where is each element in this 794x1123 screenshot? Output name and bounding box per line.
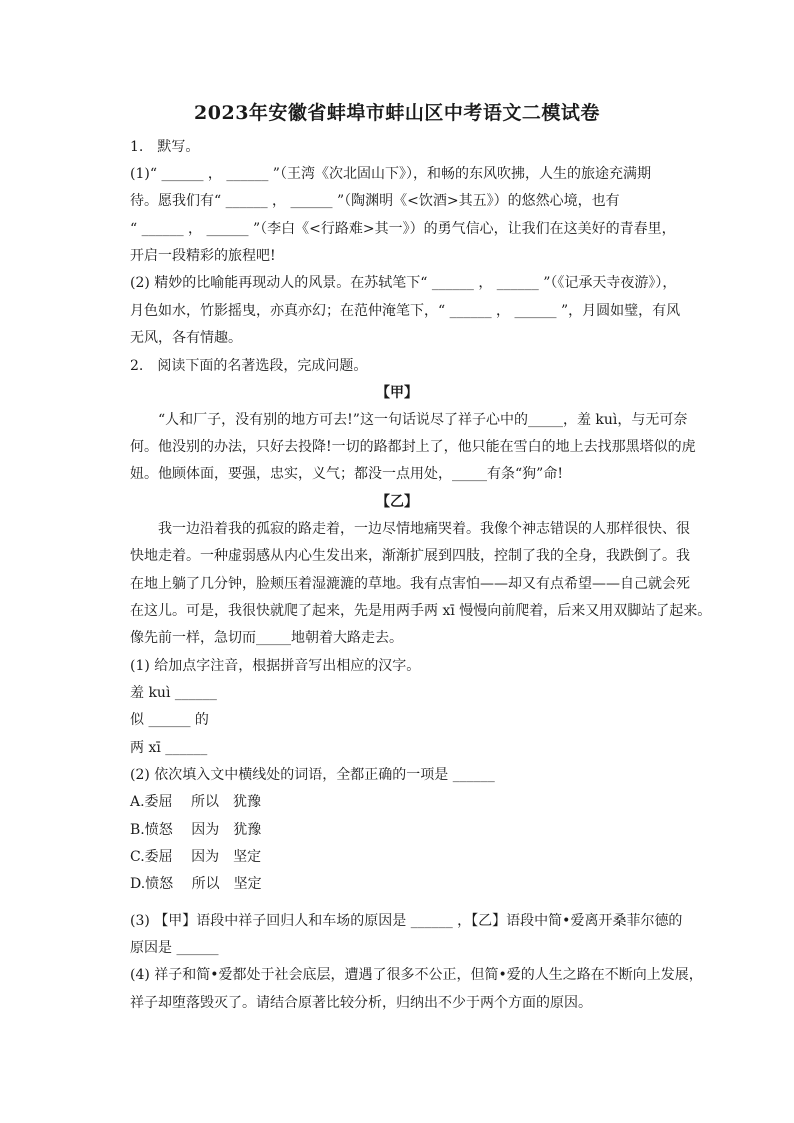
- sub-question-4: (4) 祥子和简•爱都处于社会底层，遭遇了很多不公正，但简•爱的人生之路在不断向上发展，: [130, 967, 703, 983]
- q1-part1-line: “ ______ ， ______ ”（李白《<行路难>其一》）的勇气信心，让我们在这美好的青春里，: [130, 221, 676, 237]
- pinyin-item: 似 ______ 的: [130, 712, 209, 728]
- passage-jia-line: 何。他没别的办法，只好去投降!一切的路都封上了，他只能在雪白的地上去找那黑塔似的虎: [130, 439, 696, 455]
- option-d: D.愤怒 所以 坚定: [130, 876, 262, 892]
- sub-question-3: 原因是 ______: [130, 940, 219, 956]
- sub-question-1: (1) 给加点字注音，根据拼音写出相应的汉字。: [130, 658, 421, 674]
- exam-title: 2023年安徽省蚌埠市蚌山区中考语文二模试卷: [194, 102, 600, 124]
- q1-part1-line: (1)“ ______ ， ______ ”（王湾《次北固山下》），和畅的东风吹拂，人生的旅途充满期: [130, 166, 651, 182]
- passage-yi-line: 我一边沿着我的孤寂的路走着，一边尽情地痛哭着。我像个神志错误的人那样很快、很: [158, 521, 690, 537]
- passage-yi-line: 在这儿。可是，我很快就爬了起来，先是用两手两 xī 慢慢向前爬着，后来又用双脚站了起来。: [130, 603, 712, 619]
- sub-question-4: 祥子却堕落毁灭了。请结合原著比较分析，归纳出不少于两个方面的原因。: [130, 995, 592, 1011]
- question-1-header: 1. 默写。: [130, 139, 200, 155]
- q1-part2-line: 无风，各有情趣。: [130, 330, 242, 346]
- pinyin-item: 羞 kuì ______: [130, 685, 217, 701]
- passage-jia-line: “人和厂子，没有别的地方可去!”这一句话说尽了祥子心中的_____，羞 kuì，与无可奈: [158, 412, 688, 428]
- pinyin-item: 两 xī ______: [130, 740, 208, 756]
- q1-part2-line: 月色如水，竹影摇曳，亦真亦幻；在范仲淹笔下，“ ______ ， ______ ”，月圆如璧，有风: [130, 303, 681, 319]
- q1-part1-line: 待。愿我们有“ ______ ， ______ ”（陶渊明《<饮酒>其五》）的悠然心境，也有: [130, 193, 620, 209]
- passage-yi-line: 在地上躺了几分钟，脸颊压着湿漉漉的草地。我有点害怕——却又有点希望——自己就会死: [130, 576, 690, 592]
- question-2-header: 2. 阅读下面的名著选段，完成问题。: [130, 358, 368, 374]
- option-c: C.委屈 因为 坚定: [130, 849, 262, 865]
- passage-jia-label: 【甲】: [376, 385, 418, 401]
- passage-yi-label: 【乙】: [376, 494, 418, 510]
- passage-jia-line: 妞。他顾体面，要强，忠实，义气；都没一点用处，_____有条“狗”命!: [130, 466, 563, 482]
- sub-question-2: (2) 依次填入文中横线处的词语，全都正确的一项是 ______: [130, 767, 495, 783]
- option-a: A.委屈 所以 犹豫: [130, 794, 262, 810]
- sub-question-3: (3) 【甲】语段中祥子回归人和车场的原因是 ______ ，【乙】语段中简•爱离开桑菲尔德的: [130, 913, 683, 929]
- option-b: B.愤怒 因为 犹豫: [130, 822, 262, 838]
- passage-yi-line: 快地走着。一种虚弱感从内心生发出来，渐渐扩展到四肢，控制了我的全身，我跌倒了。我: [130, 548, 690, 564]
- q1-part1-line: 开启一段精彩的旅程吧!: [130, 248, 276, 264]
- q1-part2-line: (2) 精妙的比喻能再现动人的风景。在苏轼笔下“ ______ ， ______ ”（《记承天寺夜游》），: [130, 275, 677, 291]
- passage-yi-line: 像先前一样，急切而_____地朝着大路走去。: [130, 630, 403, 646]
